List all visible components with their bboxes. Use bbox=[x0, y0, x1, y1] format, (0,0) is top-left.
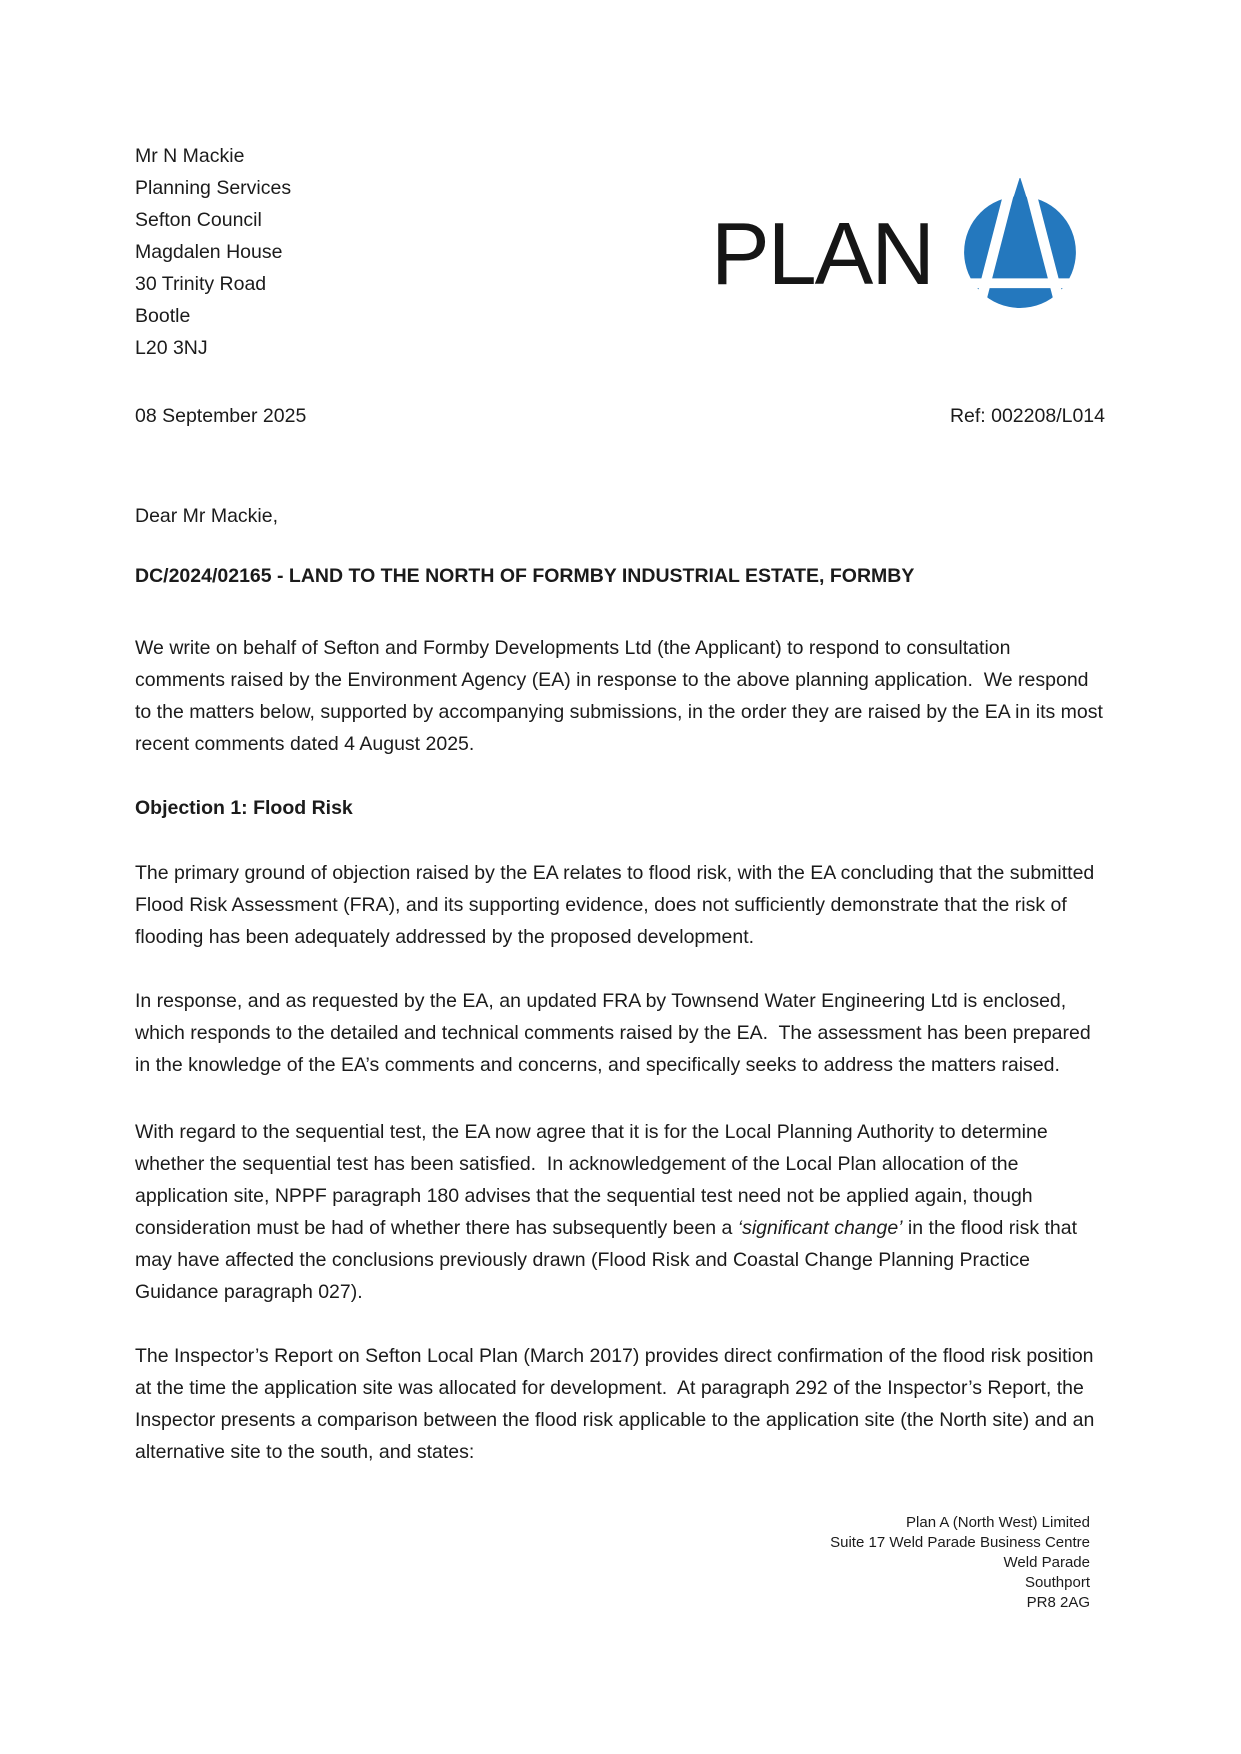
recipient-address-line: Bootle bbox=[135, 305, 191, 327]
letter-date: 08 September 2025 bbox=[135, 405, 307, 427]
paragraph-intro: We write on behalf of Sefton and Formby Developments Ltd (the Applicant) to respond to consultation comments raised by the Environment Agency (EA) in response to the above planning application. We respond to the matters below, supported by accompanying submissions, in the order they are raised by the EA in its most recent comments dated 4 August 2025. bbox=[135, 637, 1109, 755]
paragraph-sequential-test bbox=[135, 1116, 1105, 1308]
logo-wordmark: PLAN bbox=[711, 204, 933, 303]
paragraph-updated-fra: In response, and as requested by the EA, an updated FRA by Townsend Water Engineering Ltd is enclosed, which responds to the detailed and technical comments raised by the EA. The assessment has been prepared in the knowledge of the EA’s comments and concerns, and specifically seeks to address the matters raised. bbox=[135, 990, 1097, 1076]
plan-a-monogram-icon bbox=[955, 178, 1085, 308]
paragraph-flood-risk-objection: The primary ground of objection raised by the EA relates to flood risk, with the EA concluding that the submitted Flood Risk Assessment (FRA), and its supporting evidence, does not sufficiently demonstrate that the risk of flooding has been adequately addressed by the proposed development. bbox=[135, 862, 1100, 948]
recipient-address-line: Sefton Council bbox=[135, 209, 262, 231]
salutation: Dear Mr Mackie, bbox=[135, 505, 279, 527]
paragraph-sequential-test-post: in the flood risk that may have affected the conclusions previously drawn (Flood Risk and Coastal Change Planning Practice Guidance paragraph 027). bbox=[135, 1217, 1083, 1303]
paragraph-sequential-test-pre: With regard to the sequential test, the EA now agree that it is for the Local Planning Authority to determine whether the sequential test has been satisfied. In acknowledgement of the Local Plan allocation of the application site, NPPF paragraph 180 advises that the sequential test need not be applied again, though consideration must be had of whether there has subsequently been a bbox=[135, 1121, 1054, 1239]
sender-address-line: Southport bbox=[1024, 1574, 1090, 1591]
recipient-address-line: Mr N Mackie bbox=[135, 145, 245, 167]
sender-address-line: Plan A (North West) Limited bbox=[906, 1514, 1090, 1531]
date-reference-row bbox=[135, 400, 1105, 432]
significant-change-italic: ‘significant change’ bbox=[737, 1217, 903, 1239]
recipient-address-line: 30 Trinity Road bbox=[135, 273, 267, 295]
sender-address-line: PR8 2AG bbox=[1026, 1594, 1090, 1611]
sender-address bbox=[135, 1513, 1105, 1613]
paragraph-inspectors-report: The Inspector’s Report on Sefton Local Plan (March 2017) provides direct confirmation of the flood risk position at the time the application site was allocated for development. At paragraph 292 of the Inspector’s Report, the Inspector presents a comparison between the flood risk applicable to the application site (the North site) and an alternative site to the south, and states: bbox=[135, 1345, 1100, 1463]
subject-line: DC/2024/02165 - LAND TO THE NORTH OF FORMBY INDUSTRIAL ESTATE, FORMBY bbox=[135, 565, 915, 587]
sender-address-line: Suite 17 Weld Parade Business Centre bbox=[830, 1534, 1090, 1551]
letter-reference: Ref: 002208/L014 bbox=[949, 405, 1105, 427]
objection-1-heading: Objection 1: Flood Risk bbox=[135, 797, 353, 819]
recipient-address-line: Magdalen House bbox=[135, 241, 283, 263]
sender-address-line: Weld Parade bbox=[1003, 1554, 1090, 1571]
plan-a-logo bbox=[711, 178, 1085, 310]
recipient-address-line: L20 3NJ bbox=[135, 337, 208, 359]
recipient-address-line: Planning Services bbox=[135, 177, 292, 199]
